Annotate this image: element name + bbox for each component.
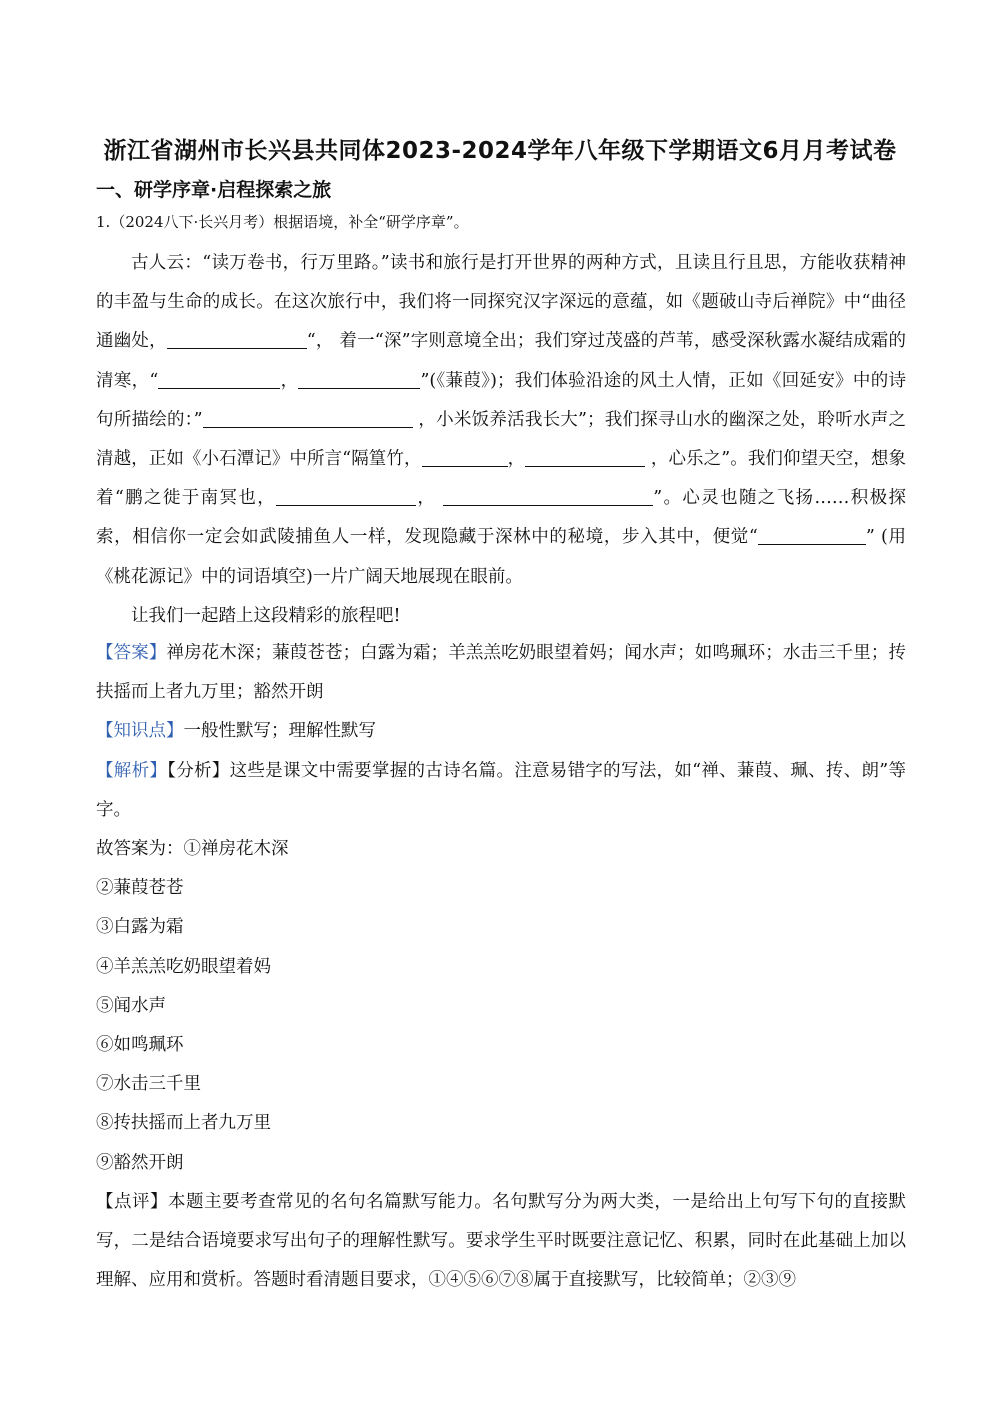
comment-block: 【点评】本题主要考查常见的名句名篇默写能力。名句默写分为两大类，一是给出上句写下句的直接默写，二是结合语境要求写出句子的理解性默写。要求学生平时既要注意记忆、积累，同时在此基础上加以理解、应用和赏析。答题时看清题目要求，①④⑤⑥⑦⑧属于直接默写，比较简单；②③⑨ [96, 1191, 906, 1291]
blank-4 [203, 409, 413, 428]
answer-label: 【答案】 [96, 643, 167, 663]
answer-block [96, 634, 906, 712]
passage-text: ， [416, 488, 444, 509]
blank-8 [443, 488, 653, 507]
passage-text: ，心乐之”。我们仰望天空，想象着“鹏之徙于南冥也， [96, 449, 906, 509]
passage-paragraph [96, 244, 906, 597]
question-number: 1. [96, 213, 111, 231]
knowledge-text: 一般性默写；理解性默写 [183, 721, 376, 742]
exam-title: 浙江省湖州市长兴县共同体2023-2024学年八年级下学期语文6月月考试卷 [103, 138, 897, 164]
knowledge-label: 【知识点】 [96, 721, 184, 742]
blank-7 [276, 488, 416, 507]
solution-line [96, 830, 906, 869]
solution-item: ⑥如鸣珮环 [96, 1035, 184, 1056]
question-passage [96, 244, 906, 636]
answer-text: 禅房花木深；蒹葭苍苍；白露为霜；羊羔羔吃奶眼望着妈；闻水声；如鸣珮环；水击三千里；抟扶摇而上者九万里；豁然开朗 [96, 643, 907, 703]
knowledge-block [96, 712, 906, 751]
passage-text: ， [507, 449, 526, 470]
solution-item: ②蒹葭苍苍 [96, 878, 184, 899]
passage-text: ”。心灵也随之飞扬……积极探索，相信你一定会如武陵捕鱼人一样，发现隐藏于深林中的秘境，步入其中，便觉“ [96, 488, 906, 548]
solution-item: ⑤闻水声 [96, 995, 166, 1016]
analysis-text: 【分析】这些是课文中需要掌握的古诗名篇。注意易错字的写法，如“禅、蒹葭、珮、抟、朗”等字。 [96, 760, 907, 820]
analysis-label: 【解析】 [96, 760, 168, 781]
solution-item: ①禅房花木深 [183, 839, 289, 860]
question-source: （2024八下·长兴月考） [110, 213, 274, 231]
passage-text: ， [280, 370, 299, 391]
solution-intro: 故答案为： [96, 839, 184, 860]
solution-item: ③白露为霜 [96, 917, 184, 938]
blank-3 [298, 370, 420, 389]
passage-text: “， 着一“深”字则意境全出；我们穿过茂盛的芦苇，感受深秋露水凝结成霜的清寒，“ [96, 331, 906, 391]
passage-text: ”(《蒹葭》)；我们体验沿途的风土人情，正如《回延安》中的诗句所描绘的：” [96, 370, 906, 430]
passage-closing: 让我们一起踏上这段精彩的旅程吧! [131, 605, 401, 626]
question-instruction: 根据语境，补全“研学序章”。 [273, 213, 469, 231]
analysis-block [96, 752, 906, 830]
blank-5 [422, 449, 508, 468]
passage-text: ，小米饭养活我长大”；我们探寻山水的幽深之处，聆听水声之清越，正如《小石潭记》中所言“隔篁竹， [96, 409, 906, 470]
section-heading: 一、研学序章·启程探索之旅 [96, 179, 332, 201]
blank-6 [525, 449, 645, 468]
solution-item: ⑧抟扶摇而上者九万里 [96, 1113, 271, 1134]
solution-item: ④羊羔羔吃奶眼望着妈 [96, 956, 271, 977]
answer-section [96, 634, 906, 1300]
blank-2 [158, 370, 280, 389]
solution-item: ⑨豁然开朗 [96, 1152, 184, 1173]
blank-1 [167, 331, 307, 350]
blank-9 [758, 527, 866, 546]
question-header [96, 211, 469, 232]
solution-item: ⑦水击三千里 [96, 1074, 201, 1095]
passage-text: ” (用《桃花源记》中的词语填空)一片广阔天地展现在眼前。 [96, 527, 906, 587]
passage-text: 古人云：“读万卷书，行万里路。”读书和旅行是打开世界的两种方式，且读且行且思，方能收获精神的丰盈与生命的成长。在这次旅行中，我们将一同探究汉字深远的意蕴，如《题破山寺后禅院》中“曲径通幽处， [96, 253, 906, 352]
